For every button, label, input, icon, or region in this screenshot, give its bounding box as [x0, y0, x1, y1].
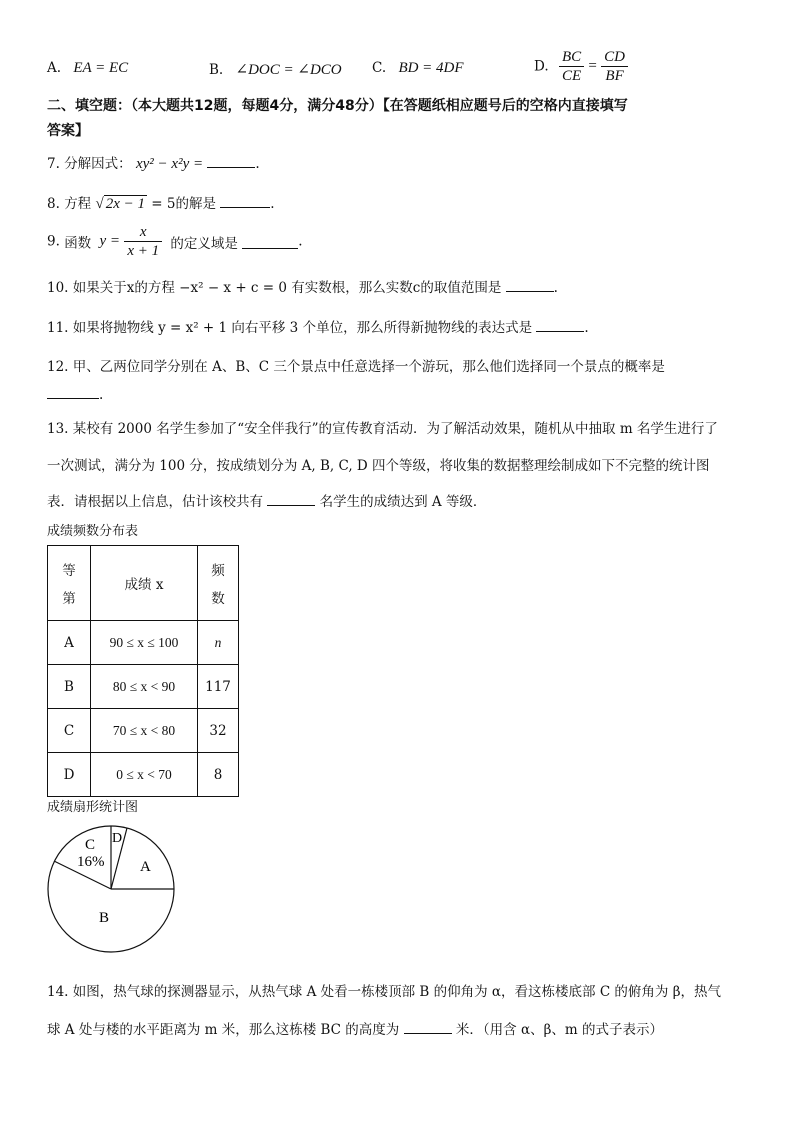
question-11 [47, 316, 589, 336]
answer-blank[interactable] [267, 492, 315, 506]
fraction [559, 48, 584, 85]
option-letter: A. [47, 60, 62, 76]
question-text: 分解因式： [64, 156, 132, 172]
question-13 [47, 417, 718, 437]
cell-frequency: 32 [198, 709, 239, 753]
cell-frequency: 8 [198, 753, 239, 797]
cell-grade: D [48, 753, 91, 797]
question-text: 名学生的成绩达到 A 等级． [319, 494, 487, 510]
pie-chart [44, 822, 184, 962]
cell-range: 0 ≤ x < 70 [91, 753, 198, 797]
table-title: 成绩频数分布表 [47, 524, 139, 539]
cell-grade: C [48, 709, 91, 753]
question-text: 球 A 处与楼的水平距离为 m 米，那么这栋楼 BC 的高度为 [47, 1022, 400, 1038]
period: . [584, 320, 589, 336]
question-text: 如图，热气球的探测器显示，从热气球 A 处看一栋楼顶部 B 的仰角为 α，看这栋楼底部 C 的俯角为 β，热气 [72, 984, 722, 1000]
pie-label-c: C [85, 837, 96, 853]
question-8 [47, 192, 275, 213]
header-text: 第 [62, 591, 76, 607]
table-row [48, 665, 239, 709]
option-letter: C. [372, 60, 387, 76]
header-grade [48, 546, 91, 621]
pie-label-a: A [140, 859, 151, 875]
question-12-answer [47, 385, 103, 403]
answer-blank[interactable] [536, 318, 584, 332]
option-expression: EA = EC [73, 60, 129, 76]
question-number: 11. [47, 320, 69, 336]
section-heading: 二、填空题：（本大题共12题，每题4分，满分48分）【在答题纸相应题号后的空格内直接填写 [47, 98, 628, 114]
question-10 [47, 276, 558, 296]
period: . [99, 387, 104, 403]
pie-label-d: D [112, 831, 123, 846]
question-text: 米．（用含 α、β、m 的式子表示） [455, 1022, 663, 1038]
question-number: 10. [47, 280, 69, 296]
equals-sign: = [588, 58, 597, 74]
fraction-numerator: CD [601, 48, 628, 67]
option-d [534, 48, 628, 85]
question-13-line2: 一次测试，满分为 100 分，按成绩划分为 A, B, C, D 四个等级，将收集的数据整理绘制成如下不完整的统计图 [47, 458, 710, 474]
sqrt-expression: √ 2x − 1 [95, 196, 145, 212]
fraction [124, 223, 162, 260]
option-letter: D. [534, 58, 549, 75]
question-text: 方程 [64, 196, 92, 212]
option-b [209, 60, 342, 79]
table-row [48, 621, 239, 665]
cell-range: 70 ≤ x < 80 [91, 709, 198, 753]
period: . [553, 280, 558, 296]
pie-title: 成绩扇形统计图 [47, 800, 139, 815]
fraction-denominator: CE [561, 68, 582, 84]
table-row [48, 709, 239, 753]
option-letter: B. [209, 62, 224, 78]
question-text: 如果关于x的方程 −x² − x + c = 0 有实数根，那么实数c的取值范围是 [72, 280, 502, 296]
period: . [270, 196, 275, 212]
fraction-numerator: x [124, 223, 162, 242]
pie-value-c: 16% [77, 854, 105, 870]
section-heading-cont: 答案】 [47, 123, 89, 139]
question-number: 7. [47, 156, 60, 172]
question-text: 如果将抛物线 y = x² + 1 向右平移 3 个单位，那么所得新抛物线的表达式是 [72, 320, 533, 336]
header-text: 等 [62, 563, 76, 579]
radicand: 2x − 1 [105, 196, 145, 212]
answer-blank[interactable] [404, 1020, 452, 1034]
answer-blank[interactable] [220, 194, 270, 208]
fraction-denominator: BF [605, 68, 624, 84]
header-text: 数 [211, 591, 225, 607]
answer-blank[interactable] [506, 278, 554, 292]
cell-frequency: 117 [198, 665, 239, 709]
header-text: 成绩 x [124, 577, 164, 593]
cell-grade: B [48, 665, 91, 709]
header-text: 频 [211, 563, 225, 579]
math-expression: xy² − x²y = [135, 156, 204, 172]
question-text: 某校有 2000 名学生参加了“安全伴我行”的宣传教育活动．为了解活动效果，随机从中抽取 m 名学生进行了 [72, 421, 718, 437]
table-row [48, 753, 239, 797]
answer-blank[interactable] [47, 385, 99, 399]
question-text: 表．请根据以上信息，估计该校共有 [47, 494, 263, 510]
fraction-numerator: BC [559, 48, 584, 67]
table-header-row [48, 546, 239, 621]
header-score [91, 546, 198, 621]
question-14-line2 [47, 1018, 663, 1038]
question-text: 的定义域是 [170, 235, 238, 252]
cell-range: 90 ≤ x ≤ 100 [91, 621, 198, 665]
question-9 [47, 223, 302, 260]
question-number: 9. [47, 233, 60, 250]
answer-blank[interactable] [207, 154, 255, 168]
question-text: 甲、乙两位同学分别在 A、B、C 三个景点中任意选择一个游玩，那么他们选择同一个景点的概率是 [72, 359, 665, 375]
question-number: 14. [47, 984, 69, 1000]
header-frequency [198, 546, 239, 621]
option-expression: BD = 4DF [398, 60, 464, 76]
question-number: 8. [47, 196, 60, 212]
question-7 [47, 152, 260, 173]
pie-label-b: B [99, 910, 110, 926]
frequency-table [47, 545, 239, 797]
option-c [372, 60, 464, 77]
cell-grade: A [48, 621, 91, 665]
period: . [255, 156, 260, 172]
option-expression: ∠DOC = ∠DCO [235, 62, 342, 78]
fraction [601, 48, 628, 85]
question-text: 函数 [64, 235, 92, 252]
question-number: 13. [47, 421, 69, 437]
cell-range: 80 ≤ x < 90 [91, 665, 198, 709]
math-expression: y = [99, 233, 121, 249]
option-a [47, 60, 128, 77]
period: . [298, 233, 303, 250]
question-number: 12. [47, 359, 69, 375]
question-14 [47, 980, 721, 1000]
question-text: = 5的解是 [151, 196, 216, 212]
question-12 [47, 355, 665, 375]
cell-frequency: n [198, 621, 239, 665]
fraction-denominator: x + 1 [127, 243, 160, 259]
answer-blank[interactable] [242, 235, 298, 249]
question-13-line3 [47, 490, 486, 510]
